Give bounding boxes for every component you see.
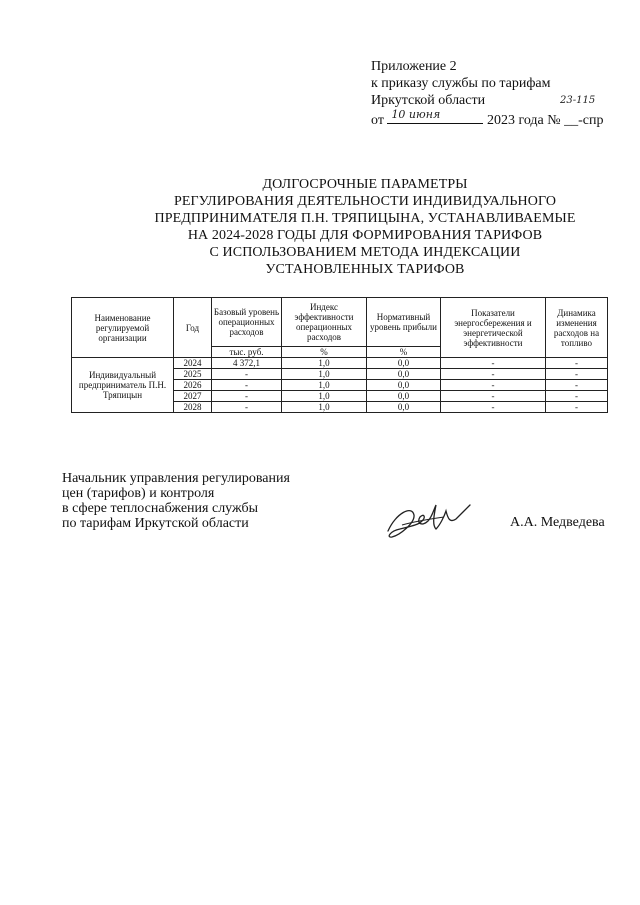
header-index: Индекс эффективности операционных расходов [282,298,367,347]
profit-cell: 0,0 [367,369,441,380]
signatory-name: А.А. Медведева [510,515,605,530]
index-cell: 1,0 [282,369,367,380]
unit-index: % [282,347,367,358]
profit-cell: 0,0 [367,380,441,391]
header-year: Год [174,298,212,358]
energy-cell: - [441,358,546,369]
fuel-cell: - [546,380,608,391]
header-profit: Нормативный уровень прибыли [367,298,441,347]
energy-cell: - [441,391,546,402]
fuel-cell: - [546,402,608,413]
profit-cell: 0,0 [367,391,441,402]
unit-profit: % [367,347,441,358]
appendix-line-3: Иркутской области [371,93,486,108]
header-base: Базовый уровень операционных расходов [212,298,282,347]
fuel-cell: - [546,358,608,369]
profit-cell: 0,0 [367,402,441,413]
year-cell: 2027 [174,391,212,402]
year-cell: 2024 [174,358,212,369]
fuel-cell: - [546,391,608,402]
energy-cell: - [441,402,546,413]
number-blank: __ [564,113,579,128]
index-cell: 1,0 [282,358,367,369]
date-suffix: 2023 года № [486,113,561,128]
fuel-cell: - [546,369,608,380]
number-suffix: -спр [578,113,604,128]
table-row [72,358,608,369]
org-name-cell: Индивидуальный предприниматель П.Н. Тряпицын [72,358,174,413]
appendix-date-line [371,109,604,129]
signatory-position [62,471,290,531]
base-cell: - [212,369,282,380]
parameters-table [71,297,608,413]
document-title [120,176,610,278]
year-cell: 2026 [174,380,212,391]
date-field [387,109,483,124]
appendix-line-1: Приложение 2 [371,59,457,74]
position-line: цен (тарифов) и контроля [62,486,215,501]
header-fuel: Динамика изменения расходов на топливо [546,298,608,358]
position-line: по тарифам Иркутской области [62,516,249,531]
title-line-1: ДОЛГОСРОЧНЫЕ ПАРАМЕТРЫ [262,177,468,192]
title-line-2: РЕГУЛИРОВАНИЯ ДЕЯТЕЛЬНОСТИ ИНДИВИДУАЛЬНОГО [173,194,557,209]
index-cell: 1,0 [282,402,367,413]
base-cell: 4 372,1 [212,358,282,369]
table-header-row [72,298,608,347]
index-cell: 1,0 [282,391,367,402]
header-energy: Показатели энергосбережения и энергетической эффективности [441,298,546,358]
year-cell: 2025 [174,369,212,380]
appendix-block [371,58,604,129]
position-line: в сфере теплоснабжения службы [62,501,259,516]
base-cell: - [212,402,282,413]
handwritten-date: 10 июня [391,108,441,121]
year-cell: 2028 [174,402,212,413]
header-org: Наименование регулируемой организации [72,298,174,358]
appendix-line-2: к приказу службы по тарифам [371,76,551,91]
handwritten-signature [382,495,472,545]
base-cell: - [212,380,282,391]
profit-cell: 0,0 [367,358,441,369]
unit-base: тыс. руб. [212,347,282,358]
title-line-4: НА 2024-2028 ГОДЫ ДЛЯ ФОРМИРОВАНИЯ ТАРИФОВ [187,228,543,243]
energy-cell: - [441,369,546,380]
handwritten-order-number: 23-115 [560,95,596,106]
title-line-6: УСТАНОВЛЕННЫХ ТАРИФОВ [265,262,465,277]
index-cell: 1,0 [282,380,367,391]
position-line: Начальник управления регулирования [62,471,290,486]
title-line-5: С ИСПОЛЬЗОВАНИЕМ МЕТОДА ИНДЕКСАЦИИ [209,245,521,260]
date-prefix: от [371,113,384,128]
title-line-3: ПРЕДПРИНИМАТЕЛЯ П.Н. ТРЯПИЦЫНА, УСТАНАВЛИВАЕМЫЕ [154,211,576,226]
base-cell: - [212,391,282,402]
energy-cell: - [441,380,546,391]
